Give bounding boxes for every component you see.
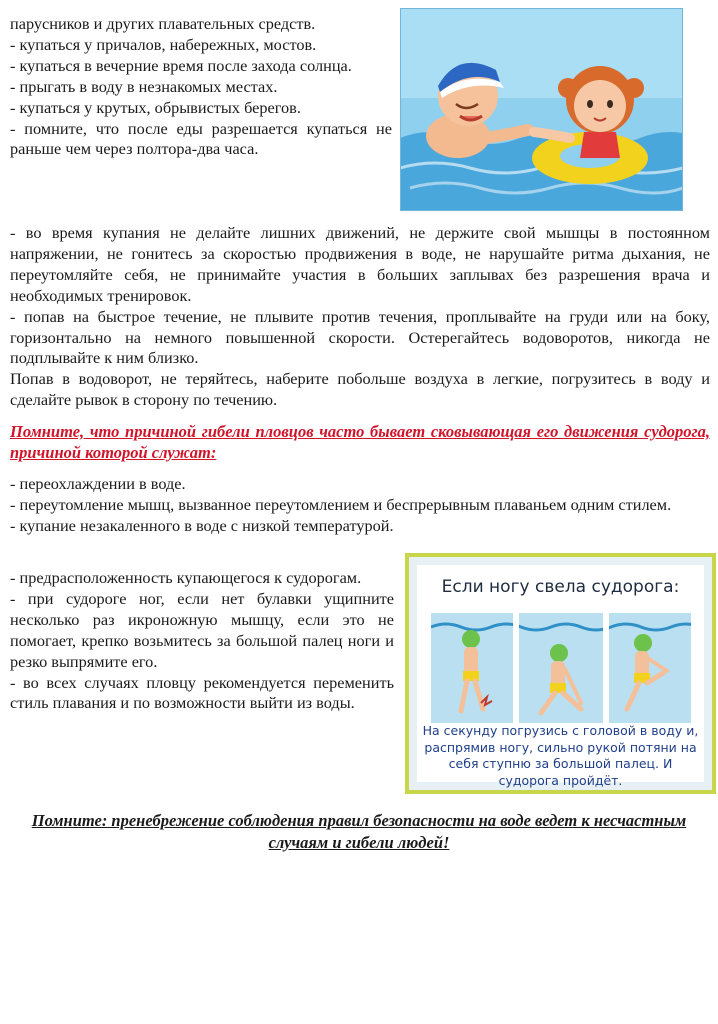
paragraph: - помните, что после еды разрешается купаться не раньше чем через полтора-два часа. [10, 118, 392, 159]
children-swimming-illustration [400, 8, 683, 211]
cramp-instruction-card [405, 553, 716, 794]
paragraph: - попав на быстрое течение, не плывите против течения, проплывайте на груди или на боку, горизонтально на немного повышенной скорости. Остерегайтесь водоворотов, никогда не подплывайте к ним близко. [10, 306, 710, 368]
paragraph: - во всех случаях пловцу рекомендуется переменить стиль плавания и по возможности выйти из воды. [10, 672, 394, 713]
paragraph: - предрасположенность купающегося к судорогам. [10, 568, 362, 587]
paragraph: - купаться у причалов, набережных, мостов. [10, 34, 317, 54]
paragraph: - при судороге ног, если нет булавки ущипните несколько раз икроножную мышцу, если это не помогает, крепко возьмитесь за большой палец ноги и резко выпрямите его. [10, 588, 394, 671]
paragraph: - купаться у крутых, обрывистых берегов. [10, 97, 301, 117]
paragraph: - во время купания не делайте лишних движений, не держите свой мышцы в постоянном напряжении, не гонитесь за скоростью продвижения в воде, не нарушайте ритма дыхания, не переутомляйте себя, не принимайте участия в больших заплывах без разрешения врача и необходимых тренировок. [10, 223, 710, 305]
text-block-advice [10, 568, 394, 714]
paragraph: - прыгать в воду в незнакомых местах. [10, 76, 278, 96]
card-body [417, 565, 704, 788]
paragraph: - купаться в вечерние время после захода солнца. [10, 55, 352, 75]
card-caption: На секунду погрузись с головой в воду и, распрямив ногу, сильно рукой потяни на себя ступню за большой палец. И судорога пройдёт. [422, 723, 699, 788]
text-block-rules-1 [10, 14, 392, 160]
paragraph: Попав в водоворот, не теряйтесь, наберите побольше воздуха в легкие, погрузитесь в воду и сделайте рывок в сторону по течению. [10, 369, 710, 410]
paragraph: парусников и других плавательных средств. [10, 14, 316, 33]
paragraph: - переохлаждении в воде. [10, 474, 186, 493]
paragraph: - купание незакаленного в воде с низкой температурой. [10, 515, 394, 535]
card-title: Если ногу свела судорога: [441, 577, 680, 597]
paragraph: - переутомление мышц, вызванное переутомлением и беспрерывным плаваньем одним стилем. [10, 494, 672, 514]
swimmer-cramp-illustration [431, 613, 691, 723]
warning-heading: Помните, что причиной гибели пловцов часто бывает сковывающая его движения судорога, причиной которой служат: [10, 422, 710, 462]
text-block-causes [10, 474, 710, 537]
text-block-rules-2 [10, 223, 710, 411]
final-warning: Помните: пренебрежение соблюдения правил безопасности на воде ведет к несчастным случаям и гибели людей! [31, 811, 687, 852]
